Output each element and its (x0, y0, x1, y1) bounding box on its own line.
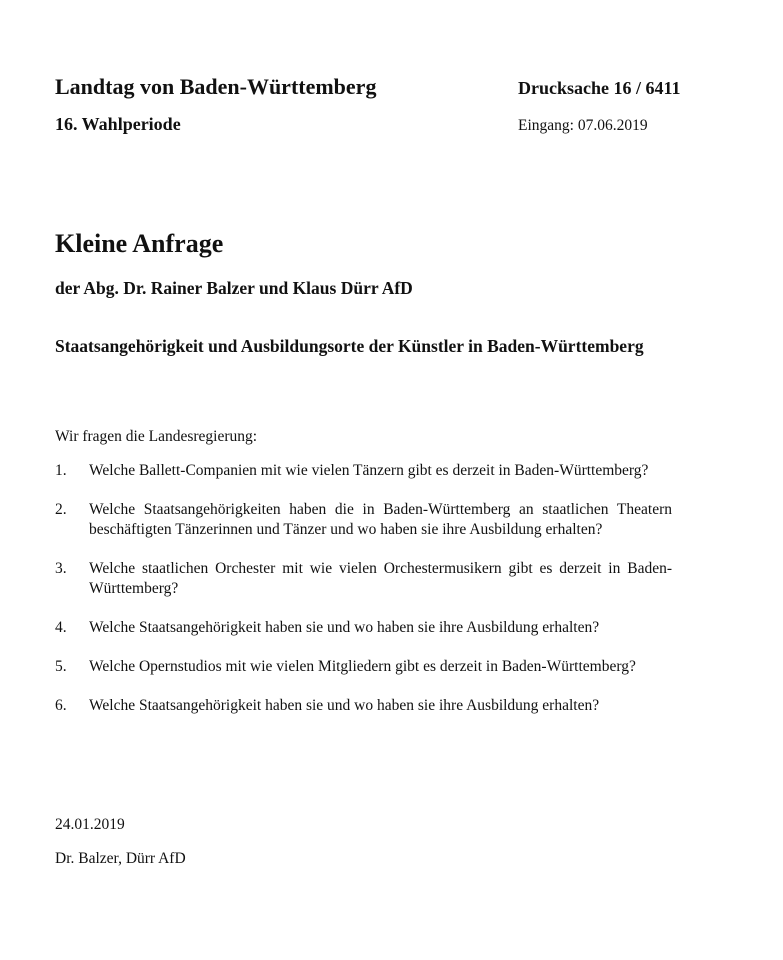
question-list (55, 461, 672, 735)
drucksache-number: Drucksache 16 / 6411 (518, 78, 681, 98)
signature: Dr. Balzer, Dürr AfD (55, 850, 186, 867)
question-text: Welche Ballett-Companien mit wie vielen Tänzern gibt es derzeit in Baden-Württemberg? (89, 462, 649, 479)
document-authors: der Abg. Dr. Rainer Balzer und Klaus Dürr AfD (55, 278, 413, 298)
question-text: Welche staatlichen Orchester mit wie vielen Orchestermusikern gibt es derzeit in Baden-Württemberg? (89, 560, 672, 597)
intro-text: Wir fragen die Landesregierung: (55, 428, 258, 445)
receipt-date: Eingang: 07.06.2019 (518, 117, 648, 134)
question-text: Welche Staatsangehörigkeiten haben die in Baden-Württemberg an staatlichen Theatern beschäftigten Tänzerinnen und Tänzer und wo haben sie ihre Ausbildung erhalten? (89, 501, 672, 538)
question-item (55, 500, 672, 540)
question-item (55, 618, 672, 638)
parliament-name: Landtag von Baden-Württemberg (55, 74, 377, 99)
question-number: 6. (55, 697, 67, 714)
question-item (55, 657, 672, 677)
question-item (55, 696, 672, 716)
question-text: Welche Staatsangehörigkeit haben sie und wo haben sie ihre Ausbildung erhalten? (89, 619, 600, 636)
document-title: Kleine Anfrage (55, 229, 224, 258)
question-number: 5. (55, 658, 67, 675)
question-number: 2. (55, 501, 67, 518)
question-item (55, 461, 672, 481)
question-number: 1. (55, 462, 67, 479)
document-date: 24.01.2019 (55, 816, 125, 833)
document-subject: Staatsangehörigkeit und Ausbildungsorte der Künstler in Baden-Württemberg (55, 336, 644, 356)
question-text: Welche Opernstudios mit wie vielen Mitgliedern gibt es derzeit in Baden-Württemberg? (89, 658, 636, 675)
legislative-period: 16. Wahlperiode (55, 114, 181, 134)
question-text: Welche Staatsangehörigkeit haben sie und wo haben sie ihre Ausbildung erhalten? (89, 697, 600, 714)
question-number: 4. (55, 619, 67, 636)
question-number: 3. (55, 560, 67, 577)
question-item (55, 559, 672, 599)
